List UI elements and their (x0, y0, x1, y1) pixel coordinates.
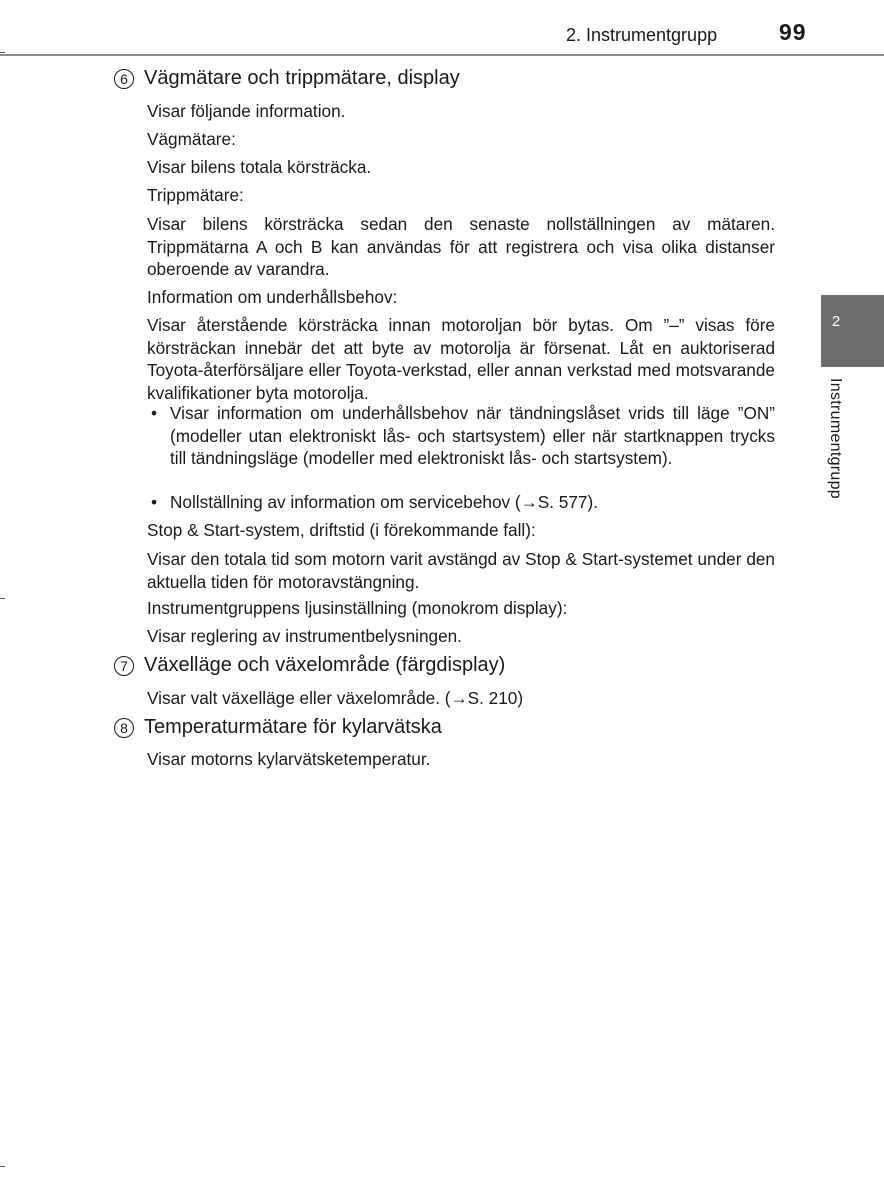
paragraph: Visar motorns kylarvätsketemperatur. (147, 749, 431, 769)
section-title: Temperaturmätare för kylarvätska (144, 716, 442, 738)
subheading: Information om underhållsbehov: (147, 287, 398, 307)
paragraph: Visar bilens körsträcka sedan den senaste nollställningen av mätaren. Trippmätarna A och B kan användas för att registrera och visa olika distanser oberoende av varandra. (147, 214, 775, 279)
chapter-title: 2. Instrumentgrupp (566, 25, 718, 45)
section-heading-6 (114, 67, 460, 90)
trim-mark (0, 598, 5, 599)
paragraph: Visar följande information. (147, 101, 346, 121)
paragraph: Visar återstående körsträcka innan motoroljan bör bytas. Om ”–” visas före körsträckan innebär det att byte av motorolja är försenat. Låt en auktoriserad Toyota-återförsäljare eller Toyota-verkstad, eller annan verkstad med motsvarande kvalifikationer byta motorolja. (147, 315, 775, 403)
paragraph: Visar den totala tid som motorn varit avstängd av Stop & Start-systemet under den aktuella tiden för motoravstängning. (147, 549, 775, 592)
subheading: Vägmätare: (147, 129, 236, 149)
page-number: 99 (779, 19, 807, 45)
paragraph: Visar valt växelläge eller växelområde. (→S. 210) (147, 688, 524, 708)
circled-number-6: 6 (114, 69, 134, 89)
subheading: Stop & Start-system, driftstid (i förekommande fall): (147, 520, 536, 540)
section-heading-7 (114, 654, 505, 677)
chapter-tab-number: 2 (831, 313, 841, 330)
bullet-mark: • (151, 492, 158, 512)
header-divider (0, 54, 884, 56)
circled-number-8: 8 (114, 718, 134, 738)
circled-number-7: 7 (114, 656, 134, 676)
section-heading-8 (114, 716, 442, 739)
subheading: Trippmätare: (147, 185, 244, 205)
bullet-text: Nollställning av information om servicebehov (→S. 577). (170, 492, 598, 512)
bullet-text: Visar information om underhållsbehov när tändningslåset vrids till läge ”ON” (modeller utan elektroniskt lås- och startsystem) eller när startknappen trycks till tändningsläge (modeller med elektroniskt lås- och startsystem). (170, 403, 775, 468)
paragraph: Visar reglering av instrumentbelysningen. (147, 626, 462, 646)
chapter-tab-label: Instrumentgrupp (827, 378, 844, 500)
section-title: Växelläge och växelområde (färgdisplay) (144, 654, 506, 676)
trim-mark (0, 1166, 5, 1167)
paragraph: Visar bilens totala körsträcka. (147, 157, 372, 177)
bullet-item (151, 402, 775, 470)
bullet-mark: • (151, 403, 158, 423)
trim-mark (0, 52, 5, 53)
subheading: Instrumentgruppens ljusinställning (monokrom display): (147, 598, 568, 618)
section-title: Vägmätare och trippmätare, display (144, 67, 460, 89)
bullet-item (151, 491, 775, 514)
chapter-tab (821, 295, 884, 367)
